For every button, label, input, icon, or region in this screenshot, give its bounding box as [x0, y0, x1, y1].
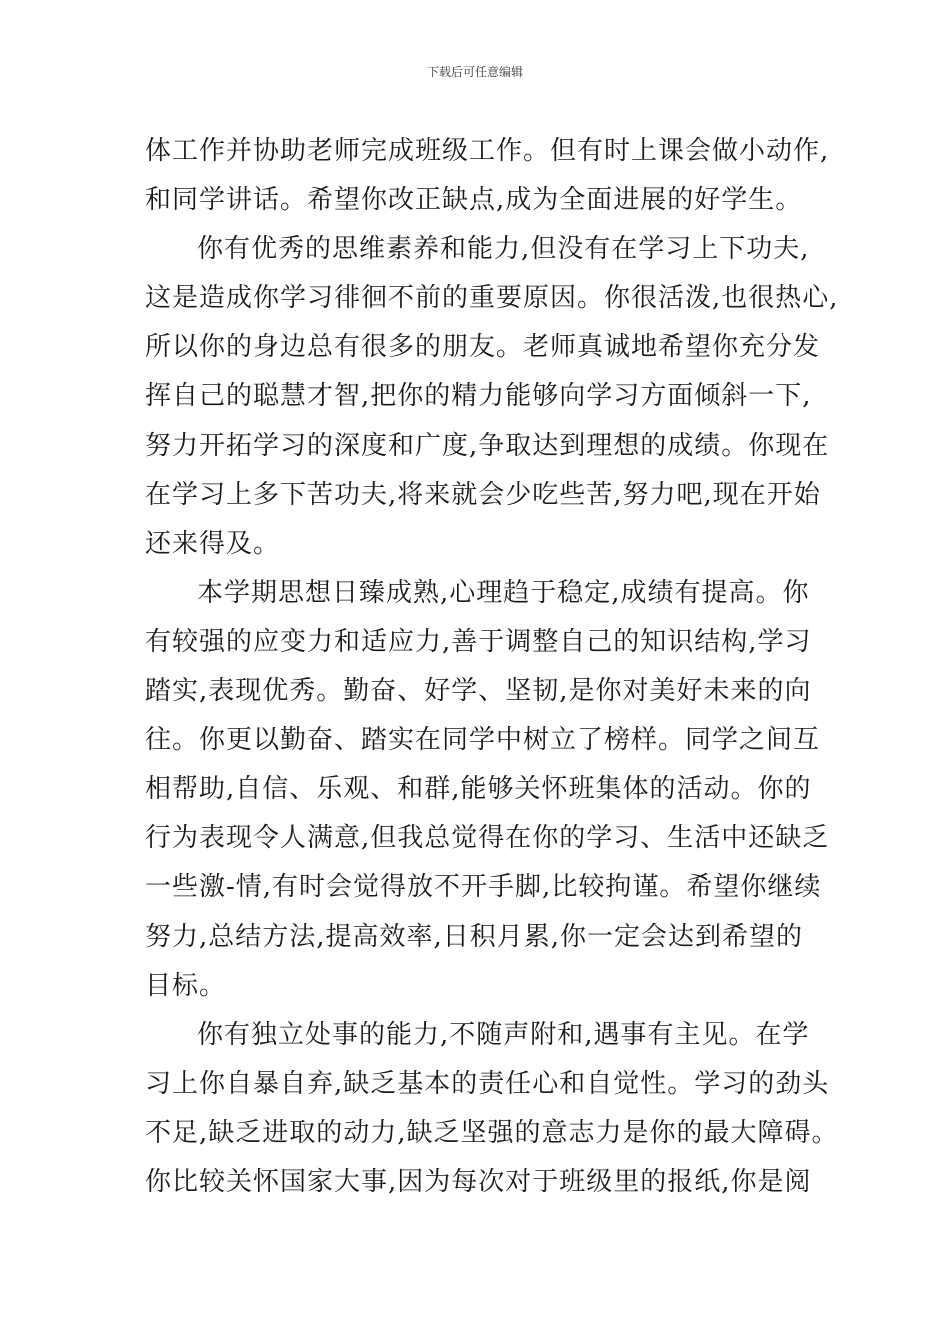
text-line: 在学习上多下苦功夫,将来就会少吃些苦,努力吧,现在开始: [145, 479, 821, 510]
text-line: 努力开拓学习的深度和广度,争取达到理想的成绩。你现在: [145, 430, 830, 461]
paragraph-start-line: 本学期思想日臻成熟,心理趋于稳定,成绩有提高。你: [197, 577, 810, 608]
text-line: 努力,总结方法,提高效率,日积月累,你一定会达到希望的: [145, 921, 804, 952]
text-line: 目标。: [145, 970, 227, 1001]
text-line: 不足,缺乏进取的动力,缺乏坚强的意志力是你的最大障碍。: [145, 1117, 839, 1148]
body-text: [145, 127, 839, 1207]
paragraph-start-line: 你有独立处事的能力,不随声附和,遇事有主见。在学: [197, 1019, 810, 1050]
text-line: 你比较关怀国家大事,因为每次对于班级里的报纸,你是阅: [145, 1166, 812, 1197]
page-header: 下载后可任意编辑: [426, 65, 523, 79]
text-line: 体工作并协助老师完成班级工作。但有时上课会做小动作,: [145, 136, 830, 166]
text-line: 所以你的身边总有很多的朋友。老师真诚地希望你充分发: [145, 332, 821, 363]
text-line: 有较强的应变力和适应力,善于调整自己的知识结构,学习: [145, 626, 812, 657]
text-line: 踏实,表现优秀。勤奋、好学、坚韧,是你对美好未来的向: [145, 676, 812, 707]
text-line: 还来得及。: [145, 528, 281, 559]
text-line: 行为表现令人满意,但我总觉得在你的学习、生活中还缺乏: [145, 823, 830, 854]
text-line: 相帮助,自信、乐观、和群,能够关怀班集体的活动。你的: [145, 774, 812, 805]
text-line: 习上你自暴自弃,缺乏基本的责任心和自觉性。学习的劲头: [145, 1068, 830, 1099]
text-line: 一些激-情,有时会觉得放不开手脚,比较拘谨。希望你继续: [145, 872, 822, 903]
text-line: 和同学讲话。希望你改正缺点,成为全面进展的好学生。: [145, 185, 803, 216]
text-line: 挥自己的聪慧才智,把你的精力能够向学习方面倾斜一下,: [145, 381, 812, 412]
text-line: 往。你更以勤奋、踏实在同学中树立了榜样。同学之间互: [145, 725, 821, 756]
paragraph-start-line: 你有优秀的思维素养和能力,但没有在学习上下功夫,: [197, 234, 810, 265]
text-line: 这是造成你学习徘徊不前的重要原因。你很活泼,也很热心,: [145, 283, 839, 314]
